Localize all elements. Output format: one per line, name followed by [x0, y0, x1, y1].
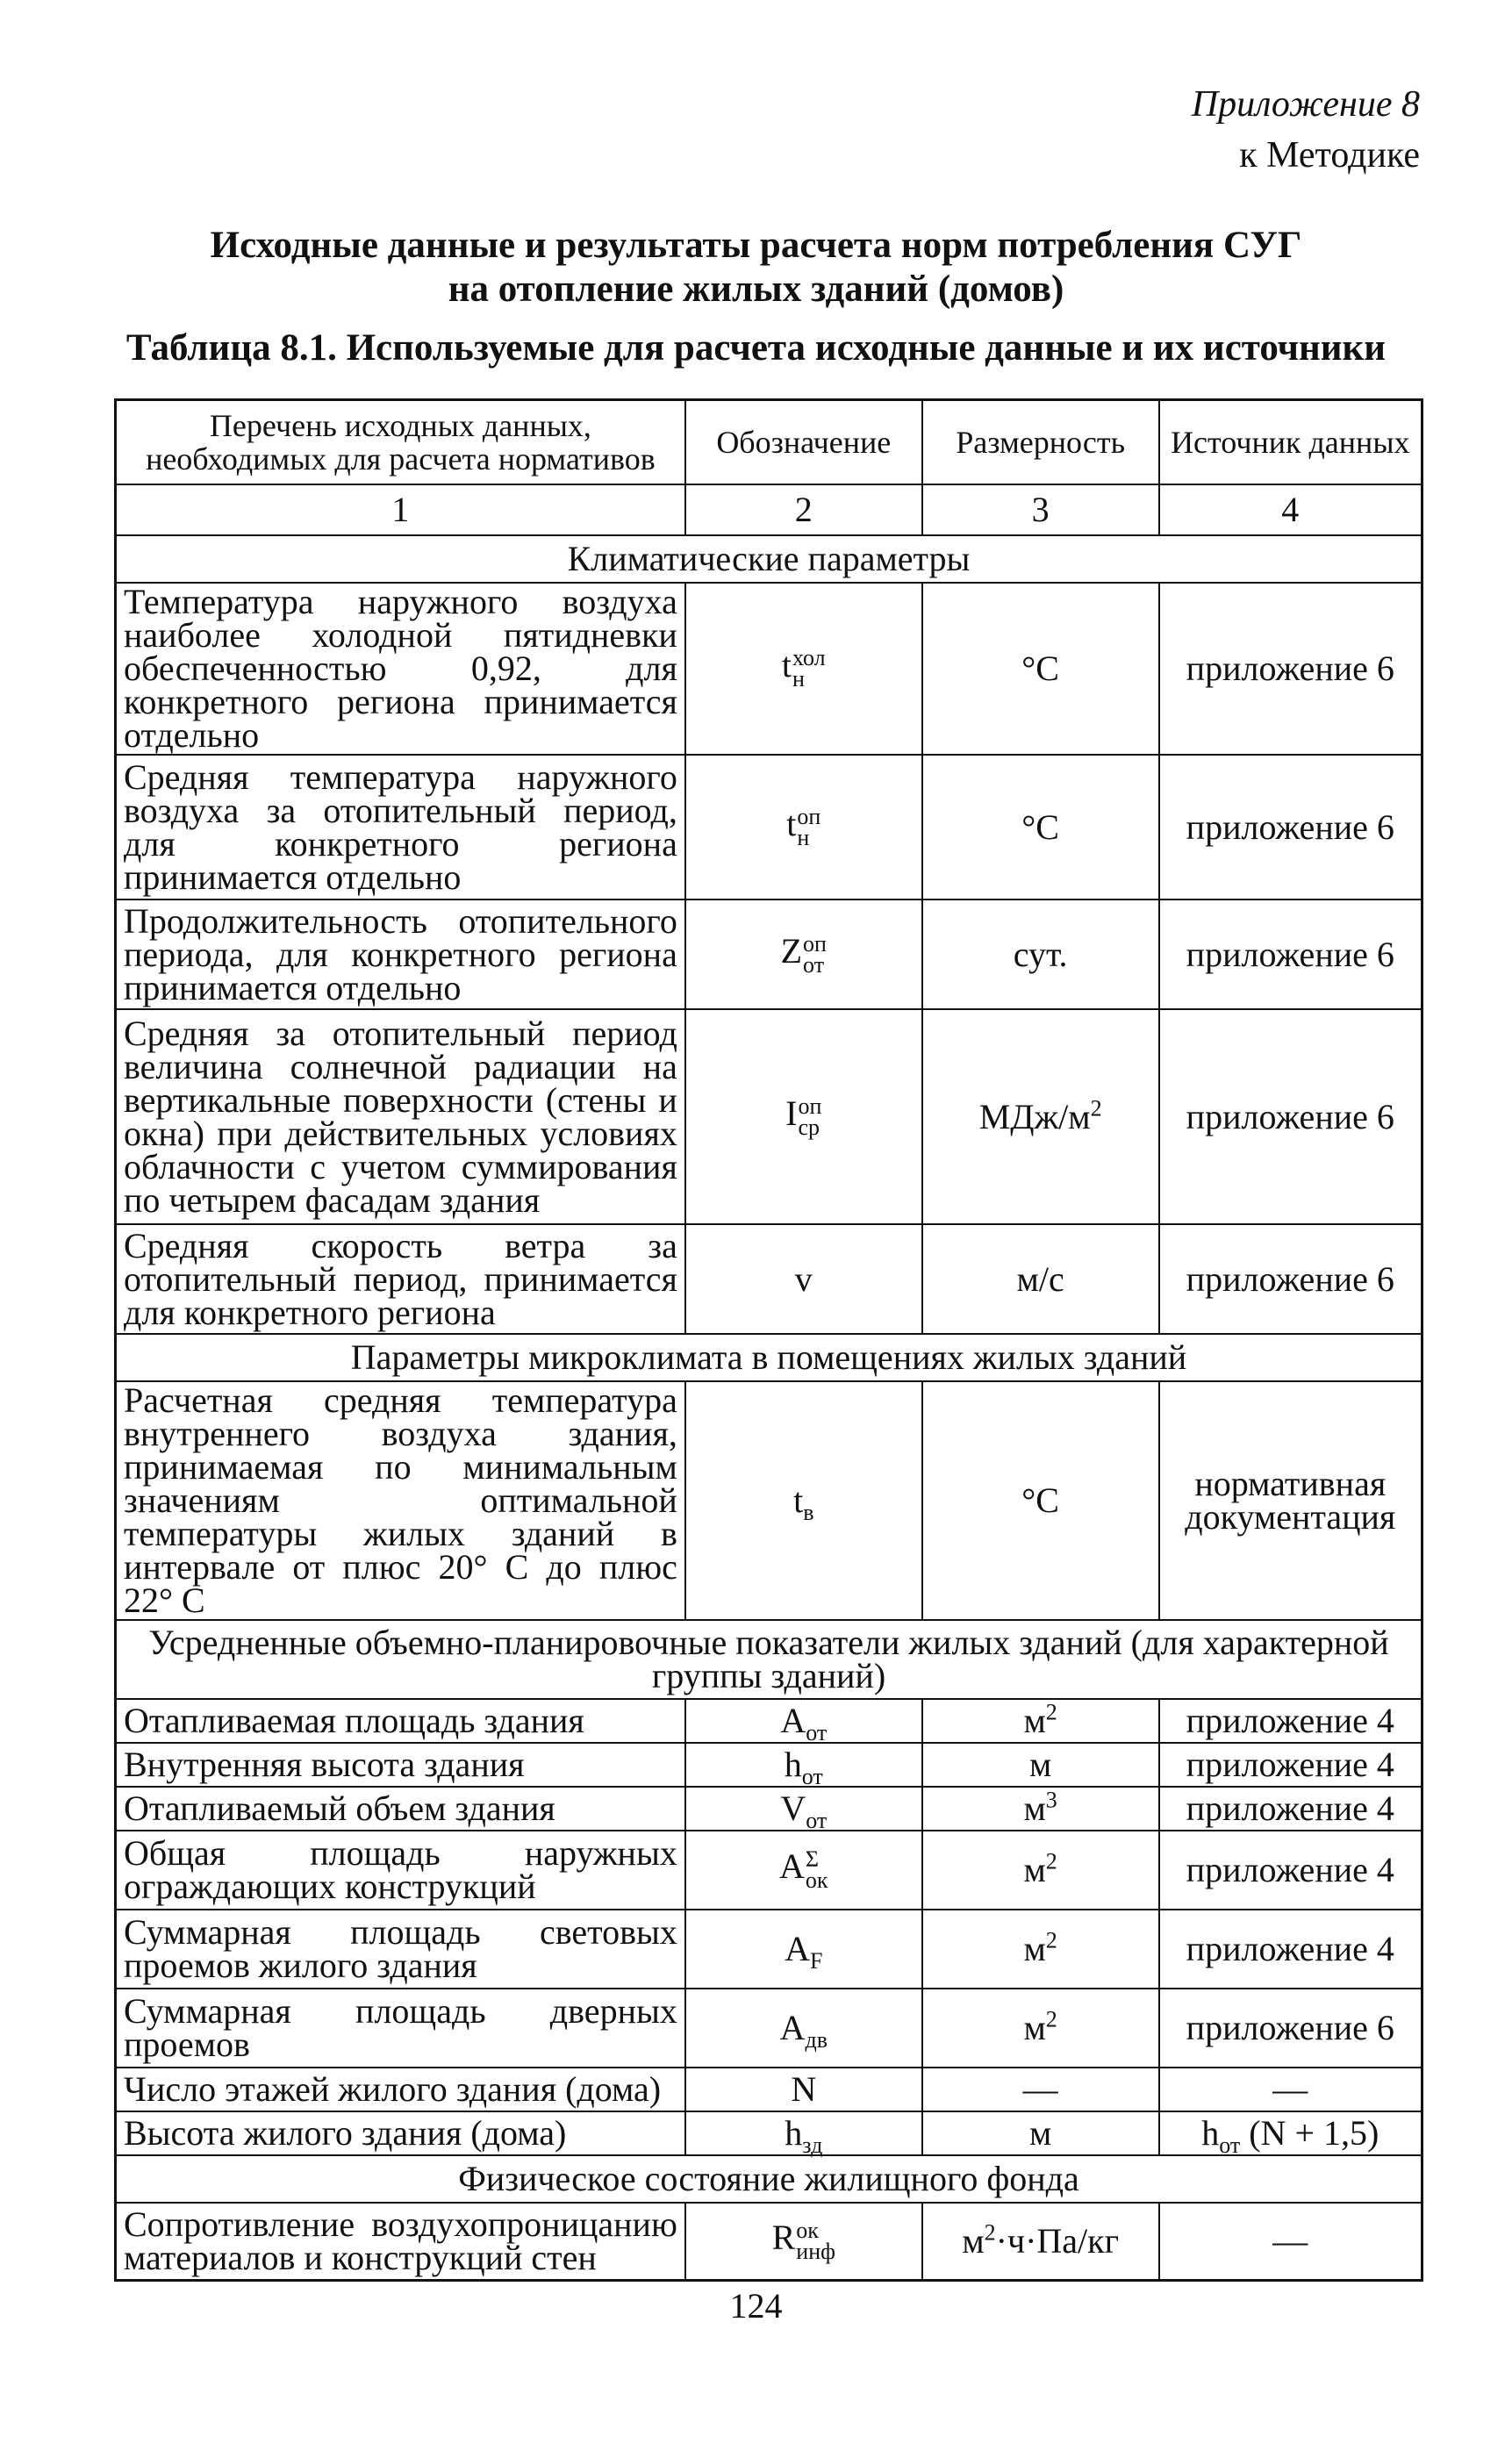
row-description: Средняя скорость ветра за отопительный период, принимается для конкретного региона: [116, 1224, 685, 1334]
row-source: приложение 4: [1159, 1699, 1422, 1743]
row-description: Внутренняя высота здания: [116, 1743, 685, 1787]
row-source: приложение 6: [1159, 1989, 1422, 2068]
page-number: 124: [729, 2286, 783, 2326]
row-source: приложение 4: [1159, 1743, 1422, 1787]
section-microclimate: Параметры микроклимата в помещениях жилых зданий: [116, 1334, 1422, 1381]
column-number: 2: [685, 484, 922, 535]
column-number: 4: [1159, 484, 1422, 535]
source-data-table: [114, 398, 1423, 2282]
row-description: Расчетная средняя температура внутреннего воздуха здания, принимаемая по минимальным значениям оптимальной температуры жилых зданий в интервале от плюс 20° С до плюс 22° С: [116, 1381, 685, 1620]
row-symbol: v: [685, 1224, 922, 1334]
row-unit: $м^2$: [922, 1989, 1159, 2068]
row-description: Общая площадь наружных ограждающих конструкций: [116, 1831, 685, 1910]
column-number: 3: [922, 484, 1159, 535]
table-row: [116, 1787, 1422, 1831]
row-unit: °С: [922, 1381, 1159, 1620]
row-symbol: A Σ ок: [685, 1831, 922, 1910]
table-row: [116, 583, 1422, 755]
column-number-row: [116, 484, 1422, 535]
row-unit: $м^2$: [922, 1699, 1159, 1743]
row-symbol: $t_в$: [685, 1381, 922, 1620]
header-symbol: Обозначение: [685, 400, 922, 485]
table-row: [116, 755, 1422, 899]
table-title: Таблица 8.1. Используемые для расчета исходные данные и их источники: [125, 327, 1387, 369]
section-row: [116, 535, 1422, 583]
row-symbol: $A_F$: [685, 1910, 922, 1989]
column-number: 1: [116, 484, 685, 535]
row-description: Суммарная площадь дверных проемов: [116, 1989, 685, 2068]
header-unit: Размерность: [922, 400, 1159, 485]
row-source: —: [1159, 2068, 1422, 2111]
row-unit: —: [922, 2068, 1159, 2111]
table-header-row: [116, 400, 1422, 485]
row-description: Средняя температура наружного воздуха за отопительный период, для конкретного региона принимается отдельно: [116, 755, 685, 899]
section-housing: Физическое состояние жилищного фонда: [116, 2155, 1422, 2203]
row-description: Продолжительность отопительного периода, для конкретного региона принимается отдельно: [116, 899, 685, 1009]
row-unit: $м^2$: [922, 1831, 1159, 1910]
row-source: приложение 6: [1159, 1224, 1422, 1334]
row-description: Сопротивление воздухопроницанию материалов и конструкций стен: [116, 2203, 685, 2280]
row-description: Средняя за отопительный период величина солнечной радиации на вертикальные поверхности (стены и окна) при действительных условиях облачности с учетом суммирования по четырем фасадам здания: [116, 1009, 685, 1224]
row-source: —: [1159, 2203, 1422, 2280]
row-source: приложение 4: [1159, 1910, 1422, 1989]
table-row: [116, 1699, 1422, 1743]
row-symbol: Z оп от: [685, 899, 922, 1009]
section-climate: Климатические параметры: [116, 535, 1422, 583]
row-source: приложение 6: [1159, 755, 1422, 899]
row-unit: $м^2$: [922, 1910, 1159, 1989]
row-description: Высота жилого здания (дома): [116, 2111, 685, 2155]
table-row: [116, 1910, 1422, 1989]
row-symbol: $V_{от}$: [685, 1787, 922, 1831]
row-description: Число этажей жилого здания (дома): [116, 2068, 685, 2111]
row-source: $h_{от}$ (N + 1,5): [1159, 2111, 1422, 2155]
section-building: Усредненные объемно-планировочные показатели жилых зданий (для характерной группы зданий): [116, 1620, 1422, 1699]
row-symbol: $A_{дв}$: [685, 1989, 922, 2068]
table-row: [116, 1831, 1422, 1910]
row-symbol: $A_{от}$: [685, 1699, 922, 1743]
row-description: Отапливаемый объем здания: [116, 1787, 685, 1831]
table-row: [116, 1381, 1422, 1620]
row-unit: м: [922, 2111, 1159, 2155]
row-source: нормативная документация: [1159, 1381, 1422, 1620]
row-symbol: R ок инф: [685, 2203, 922, 2280]
row-symbol: t хол н: [685, 583, 922, 755]
table-row: [116, 2111, 1422, 2155]
header-source: Источник данных: [1159, 400, 1422, 485]
row-source: приложение 4: [1159, 1831, 1422, 1910]
table-row: [116, 2203, 1422, 2280]
row-description: Суммарная площадь световых проемов жилого здания: [116, 1910, 685, 1989]
row-unit: м/с: [922, 1224, 1159, 1334]
row-source: приложение 6: [1159, 583, 1422, 755]
row-symbol: N: [685, 2068, 922, 2111]
appendix-label: [1192, 79, 1420, 181]
table-row: [116, 899, 1422, 1009]
row-source: приложение 6: [1159, 899, 1422, 1009]
row-unit: °С: [922, 755, 1159, 899]
table-row: [116, 1009, 1422, 1224]
section-row: [116, 1334, 1422, 1381]
document-title-line1: Исходные данные и результаты расчета норм потребления СУГ: [210, 225, 1302, 266]
appendix-reference: к Методике: [1239, 135, 1420, 176]
row-symbol: I оп ср: [685, 1009, 922, 1224]
row-symbol: t оп н: [685, 755, 922, 899]
row-unit: °С: [922, 583, 1159, 755]
appendix-number: Приложение 8: [1191, 84, 1420, 125]
row-symbol: $h_{от}$: [685, 1743, 922, 1787]
table-row: [116, 1224, 1422, 1334]
row-unit: МДж/$м^2$: [922, 1009, 1159, 1224]
row-symbol: $h_{зд}$: [685, 2111, 922, 2155]
section-row: [116, 1620, 1422, 1699]
row-source: приложение 4: [1159, 1787, 1422, 1831]
table-row: [116, 1989, 1422, 2068]
row-unit: $м^3$: [922, 1787, 1159, 1831]
row-description: Температура наружного воздуха наиболее холодной пятидневки обеспеченностью 0,92, для конкретного региона принимается отдельно: [116, 583, 685, 755]
row-source: приложение 6: [1159, 1009, 1422, 1224]
table-row: [116, 1743, 1422, 1787]
section-row: [116, 2155, 1422, 2203]
header-data-list: Перечень исходных данных, необходимых для расчета нормативов: [116, 400, 685, 485]
table-row: [116, 2068, 1422, 2111]
row-unit: м: [922, 1743, 1159, 1787]
row-description: Отапливаемая площадь здания: [116, 1699, 685, 1743]
row-unit: сут.: [922, 899, 1159, 1009]
row-unit: $м^2\cdot ч\cdot Па/кг$: [922, 2203, 1159, 2280]
document-title-line2: на отопление жилых зданий (домов): [448, 269, 1064, 310]
